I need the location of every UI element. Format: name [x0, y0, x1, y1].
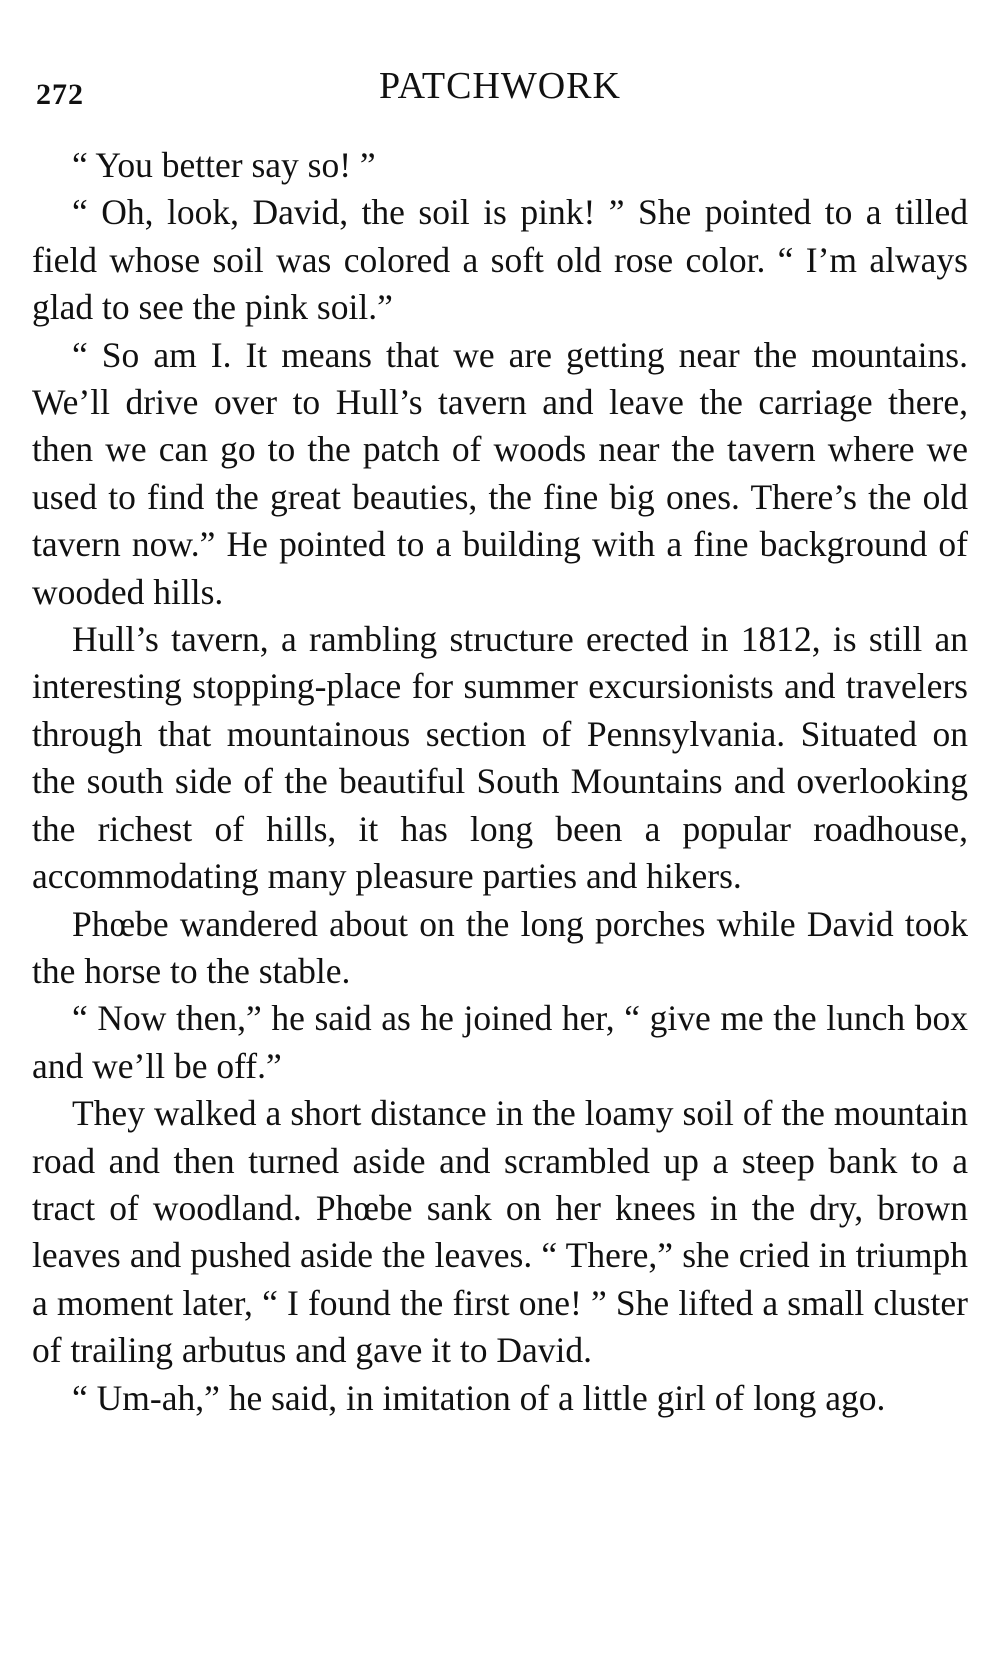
- running-title: PATCHWORK: [379, 65, 621, 107]
- paragraph: “ Oh, look, David, the soil is pink! ” She pointed to a tilled field whose soil was colored a soft old rose color. “ I’m always glad to see the pink soil.”: [32, 192, 968, 328]
- paragraph: “ So am I. It means that we are getting near the mountains. We’ll drive over to Hull’s tavern and leave the carriage there, then we can go to the patch of woods near the tavern where we used to find the great beauties, the fine big ones. There’s the old tavern now.” He pointed to a building with a fine background of wooded hills.: [32, 334, 968, 612]
- paragraph: “ Now then,” he said as he joined her, “ give me the lunch box and we’ll be off.”: [32, 998, 968, 1086]
- page-header: [32, 60, 968, 120]
- body-text: [32, 142, 968, 1422]
- paragraph: They walked a short distance in the loamy soil of the mountain road and then turned aside and scrambled up a steep bank to a tract of woodland. Phœbe sank on her knees in the dry, brown leaves and pushed aside the leaves. “ There,” she cried in triumph a moment later, “ I found the first one! ” She lifted a small cluster of trailing arbutus and gave it to David.: [32, 1093, 968, 1371]
- page-number: 272: [36, 78, 84, 111]
- paragraph: “ Um-ah,” he said, in imitation of a little girl of long ago.: [72, 1377, 886, 1418]
- book-page: [32, 60, 968, 1422]
- paragraph: Hull’s tavern, a rambling structure erected in 1812, is still an interesting stopping-place for summer excursionists and travelers through that mountainous section of Pennsylvania. Situated on the south side of the beautiful South Mountains and overlooking the richest of hills, it has long been a popular roadhouse, accommodating many pleasure parties and hikers.: [32, 619, 968, 897]
- paragraph: “ You better say so! ”: [72, 145, 376, 185]
- paragraph: Phœbe wandered about on the long porches while David took the horse to the stable.: [32, 903, 968, 991]
